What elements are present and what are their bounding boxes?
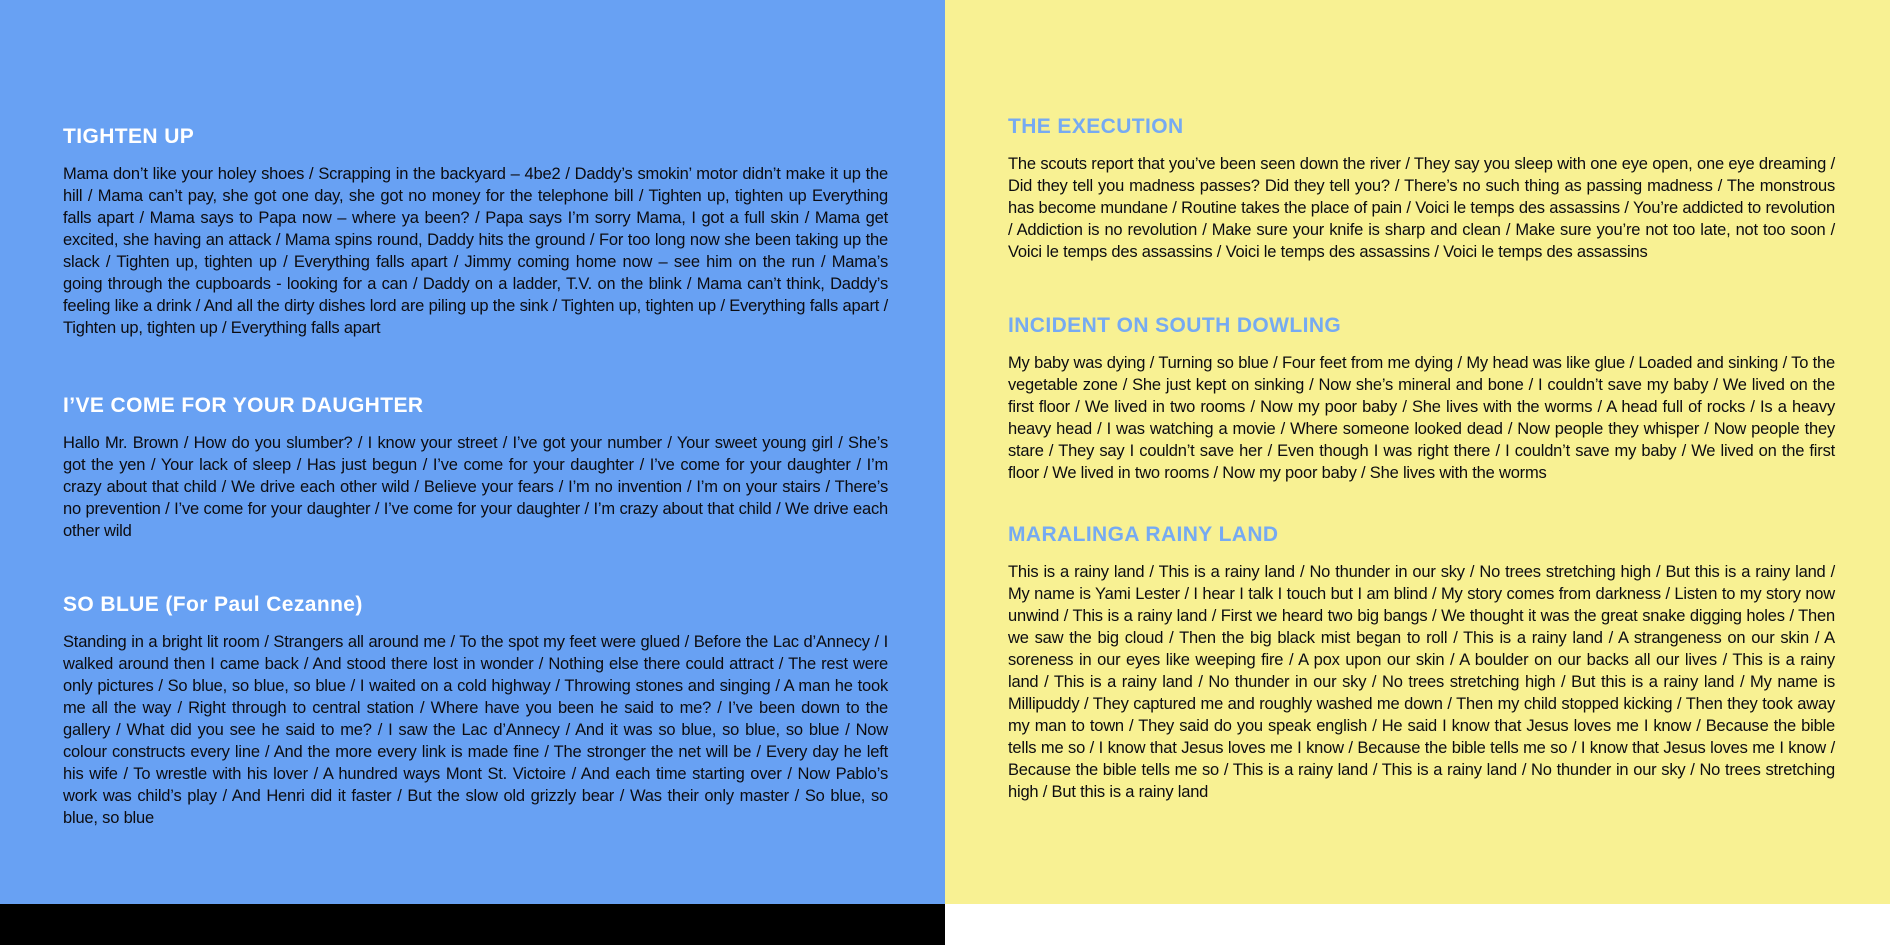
song-section-the-execution — [1008, 116, 1835, 263]
song-title: MARALINGA RAINY LAND — [1008, 523, 1279, 546]
song-title: TIGHTEN UP — [63, 125, 195, 148]
right-page — [945, 0, 1890, 945]
footer-white-bar — [945, 904, 1890, 945]
song-section-maralinga-rainy-land — [1008, 524, 1835, 803]
song-title: SO BLUE (For Paul Cezanne) — [63, 593, 363, 616]
song-section-incident-on-south-dowling — [1008, 315, 1835, 484]
song-lyrics: Hallo Mr. Brown / How do you slumber? / I know your street / I’ve got your number / Your sweet young girl / She’s got the yen / Your lack of sleep / Has just begun / I’ve come for your daughter / I’ve come for your daughter / I’m crazy about that child / We drive each other wild / Believe your fears / I’m no invention / I’m on your stairs / There’s no prevention / I’ve come for your daughter / I’ve come for your daughter / I’m crazy about that child / We drive each other wild — [63, 434, 888, 540]
song-lyrics: The scouts report that you’ve been seen down the river / They say you sleep with one eye open, one eye dreaming / Did they tell you madness passes? Did they tell you? / There’s no such thing as passing madness / The monstrous has become mundane / Routine takes the place of pain / Voici le temps des assassins / You’re addicted to revolution / Addiction is no revolution / Make sure your knife is sharp and clean / Make sure you’re not too late, not too soon / Voici le temps des assassins / Voici le temps des assassins / Voici le temps des assassins — [1008, 155, 1835, 261]
right-page-content — [1008, 116, 1835, 803]
left-page-content — [63, 126, 888, 829]
song-lyrics: This is a rainy land / This is a rainy land / No thunder in our sky / No trees stretching high / But this is a rainy land / My name is Yami Lester / I hear I talk I touch but I am blind / My story comes from darkness / Listen to my story now unwind / This is a rainy land / First we heard two big bangs / We thought it was the great snake digging holes / Then we saw the big cloud / Then the big black mist began to roll / This is a rainy land / A strangeness on our skin / A soreness in our eyes like weeping fire / A pox upon our skin / A boulder on our backs all our lives / This is a rainy land / This is a rainy land / No thunder in our sky / No trees stretching high / But this is a rainy land / My name is Millipuddy / They captured me and roughly washed me down / Then my child stopped kicking / Then they took away my man to town / They said do you speak english / He said I know that Jesus loves me I know / Because the bible tells me so / I know that Jesus loves me I know / Because the bible tells me so / I know that Jesus loves me I know / Because the bible tells me so / This is a rainy land / This is a rainy land / No thunder in our sky / No trees stretching high / But this is a rainy land — [1008, 563, 1835, 801]
song-title: I’VE COME FOR YOUR DAUGHTER — [63, 394, 424, 417]
song-section-ive-come-for-your-daughter — [63, 395, 888, 542]
song-lyrics: Standing in a bright lit room / Strangers all around me / To the spot my feet were glued / Before the Lac d’Annecy / I walked around then I came back / And stood there lost in wonder / Nothing else there could attract / The rest were only pictures / So blue, so blue, so blue / I waited on a cold highway / Throwing stones and singing / A man he took me all the way / Right through to central station / Where have you been he said to me? / I’ve been down to the gallery / What did you see he said to me? / I saw the Lac d’Annecy / And it was so blue, so blue, so blue / Now colour constructs every line / And the more every link is made fine / The stronger the net will be / Every day he left his wife / To wrestle with his lover / A hundred ways Mont St. Victoire / And each time starting over / Now Pablo’s work was child’s play / And Henri did it faster / But the slow old grizzly bear / Was their only master / So blue, so blue, so blue — [63, 633, 888, 827]
song-title: INCIDENT ON SOUTH DOWLING — [1008, 314, 1342, 337]
song-section-tighten-up — [63, 126, 888, 339]
footer-black-bar — [0, 904, 945, 945]
song-lyrics: My baby was dying / Turning so blue / Four feet from me dying / My head was like glue / Loaded and sinking / To the vegetable zone / She just kept on sinking / Now she’s mineral and bone / I couldn’t save my baby / We lived on the first floor / We lived in two rooms / Now my poor baby / She lives with the worms / A head full of rocks / Is a heavy heavy head / I was watching a movie / Where someone looked dead / Now people they whisper / Now people they stare / They say I couldn’t save her / Even though I was right there / I couldn’t save my baby / We lived on the first floor / We lived in two rooms / Now my poor baby / She lives with the worms — [1008, 354, 1835, 482]
song-lyrics: Mama don’t like your holey shoes / Scrapping in the backyard – 4be2 / Daddy’s smokin’ motor didn’t make it up the hill / Mama can’t pay, she got one day, she got no money for the telephone bill / Tighten up, tighten up Everything falls apart / Mama says to Papa now – where ya been? / Papa says I’m sorry Mama, I got a full skin / Mama get excited, she having an attack / Mama spins round, Daddy hits the ground / For too long now she been taking up the slack / Tighten up, tighten up / Everything falls apart / Jimmy coming home now – see him on the run / Mama’s going through the cupboards - looking for a can / Daddy on a ladder, T.V. on the blink / Mama can’t think, Daddy’s feeling like a drink / And all the dirty dishes lord are piling up the sink / Tighten up, tighten up / Everything falls apart / Tighten up, tighten up / Everything falls apart — [63, 165, 888, 337]
song-title: THE EXECUTION — [1008, 115, 1184, 138]
song-section-so-blue — [63, 594, 888, 829]
